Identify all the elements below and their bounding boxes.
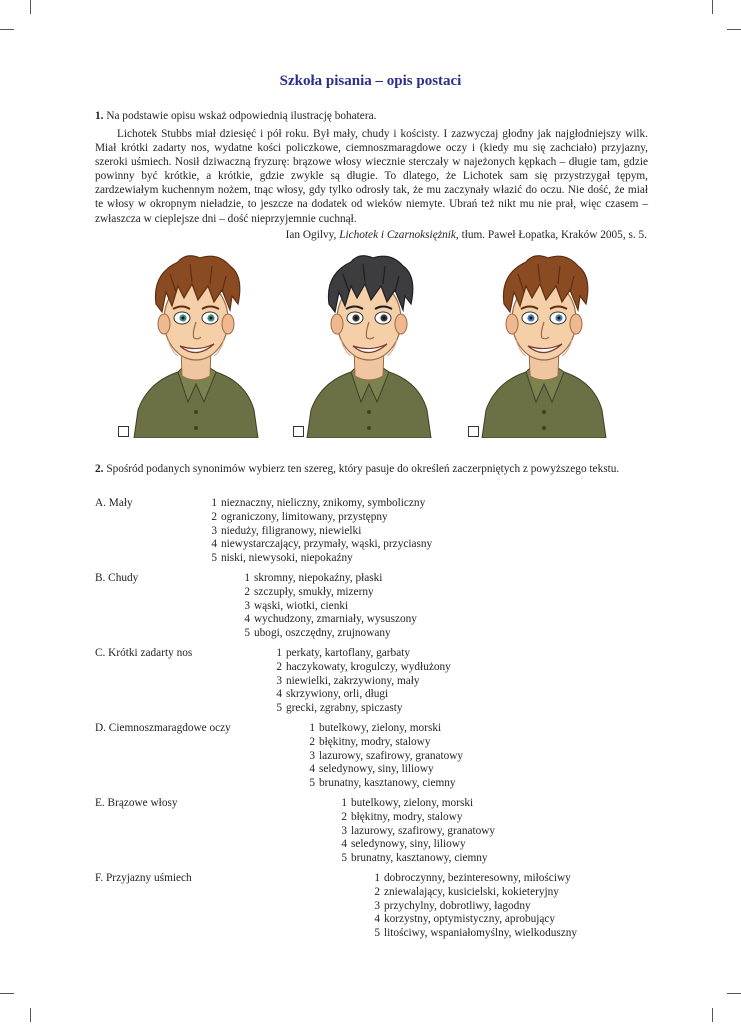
synonym-option-text: butelkowy, zielony, morski [351, 797, 474, 809]
synonym-option-text: korzystny, optymistyczny, aprobujący [384, 913, 556, 926]
synonym-option-number: 3 [244, 599, 250, 612]
crop-mark [0, 993, 14, 994]
synonym-option-text: brunatny, kasztanowy, ciemny [351, 852, 488, 865]
citation-details: , tłum. Paweł Łopatka, Kraków 2005, s. 5. [455, 229, 647, 241]
synonym-option-number: 4 [374, 913, 380, 926]
crop-mark [727, 993, 741, 994]
synonym-option-number: 4 [341, 838, 347, 851]
reading-passage: Lichotek Stubbs miał dziesięć i pół roku. Był mały, chudy i kościsty. I zazwyczaj głodny jak najgłodniejszy wilk. Miał krótki zadarty nos, wydatne kości policzkowe, ciemnoszmaragdowe oczy i (kiedy mu się zachciało) przyjazny, szeroki uśmiech. Nosił dziwaczną fryzurę: brązowe włosy wiecznie sterczały w najeżonych kępkach – długie tam, gdzie powinny być krótkie, a krótkie, gdzie zwykle są długie. To dlatego, że Lichotek sam się przystrzygał tępym, zardzewiałym kuchennym nożem, tnąc włosy, gdy tylko odrosły tak, że mu zaczynały włazić do oczu. Nie dość, że miał te włosy w okropnym nieładzie, to jeszcze na dodatek od wieków niemyte. Ubrań też nikt mu nie prał, więc czasem – zwłaszcza w cieplejsze dni – dość nieprzyjemnie cuchnął. [95, 128, 648, 225]
crop-mark [0, 29, 14, 30]
portrait-option-1 [126, 252, 266, 438]
crop-mark [712, 1008, 713, 1022]
synonym-option-text: wychudzony, zmarniały, wysuszony [254, 613, 417, 626]
synonym-option-number: 5 [244, 627, 250, 640]
synonym-option-number: 1 [276, 647, 282, 659]
citation-title: Lichotek i Czarnoksiężnik [339, 229, 456, 241]
synonym-option-text: ograniczony, limitowany, przystępny [221, 510, 388, 523]
synonym-group-label: E. Brązowe włosy [95, 797, 178, 809]
synonym-option-number: 4 [309, 763, 315, 776]
synonym-option-text: ubogi, oszczędny, zrujnowany [254, 627, 391, 640]
synonym-option-number: 1 [341, 797, 347, 809]
synonym-option-number: 5 [309, 777, 315, 790]
crop-mark [30, 0, 31, 14]
synonym-option-number: 4 [244, 613, 250, 626]
synonym-option-number: 1 [309, 722, 315, 734]
synonym-option-number: 2 [374, 885, 380, 898]
crop-mark [727, 29, 741, 30]
synonym-option-number: 1 [374, 872, 380, 884]
synonym-option-text: niski, niewysoki, niepokaźny [221, 552, 353, 565]
synonym-option-text: grecki, zgrabny, spiczasty [286, 702, 403, 715]
synonym-group-label: B. Chudy [95, 572, 139, 584]
synonym-option-number: 2 [309, 735, 315, 748]
synonym-option-text: dobroczynny, bezinteresowny, miłościwy [384, 872, 571, 884]
synonym-option-text: lazurowy, szafirowy, granatowy [351, 824, 496, 837]
answer-checkbox-3[interactable] [468, 426, 479, 437]
synonym-option-text: niewystarczający, przymały, wąski, przyciasny [221, 538, 433, 551]
synonym-option-number: 5 [276, 702, 282, 715]
synonym-option-text: błękitny, modry, stalowy [351, 810, 463, 823]
synonym-option-text: przychylny, dobrotliwy, łagodny [384, 899, 531, 912]
citation [286, 228, 647, 242]
synonym-option-text: perkaty, kartoflany, garbaty [286, 647, 411, 659]
synonym-group-label: D. Ciemnoszmaragdowe oczy [95, 722, 231, 734]
exercise-2-instruction [95, 462, 650, 476]
synonym-option-number: 4 [211, 538, 217, 551]
synonym-option-text: skrzywiony, orli, długi [286, 688, 389, 701]
synonym-option-text: lazurowy, szafirowy, granatowy [319, 749, 464, 762]
exercise-text: Spośród podanych synonimów wybierz ten szereg, który pasuje do określeń zaczerpniętych z powyższego tekstu. [106, 463, 620, 475]
portrait-option-3 [474, 252, 614, 438]
synonym-option-text: nieznaczny, nieliczny, znikomy, symboliczny [221, 497, 426, 509]
synonym-option-text: seledynowy, siny, liliowy [351, 838, 466, 851]
synonym-option-number: 2 [276, 660, 282, 673]
answer-checkbox-2[interactable] [293, 426, 304, 437]
synonym-option-number: 3 [276, 674, 282, 687]
synonym-option-text: seledynowy, siny, liliowy [319, 763, 434, 776]
portrait-option-2 [299, 252, 439, 438]
crop-mark [30, 1008, 31, 1022]
synonym-option-number: 3 [374, 899, 380, 912]
synonym-option-number: 4 [276, 688, 282, 701]
synonym-option-text: zniewalający, kusicielski, kokieteryjny [384, 885, 559, 898]
synonym-option-number: 5 [211, 552, 217, 565]
synonym-option-text: niewielki, zakrzywiony, mały [286, 674, 420, 687]
synonym-option-number: 1 [211, 497, 217, 509]
synonym-option-number: 2 [244, 585, 250, 598]
synonym-option-text: butelkowy, zielony, morski [319, 722, 442, 734]
exercise-1-instruction [95, 109, 650, 123]
synonym-option-number: 5 [341, 852, 347, 865]
synonym-option-number: 3 [211, 524, 217, 537]
synonym-option-text: błękitny, modry, stalowy [319, 735, 431, 748]
synonym-option-number: 1 [244, 572, 250, 584]
synonym-option-text: nieduży, filigranowy, niewielki [221, 524, 362, 537]
synonym-option-text: wąski, wiotki, cienki [254, 599, 349, 612]
synonym-option-text: szczupły, smukły, mizerny [254, 585, 374, 598]
crop-mark [712, 0, 713, 14]
answer-checkbox-1[interactable] [118, 426, 129, 437]
synonym-option-text: skromny, niepokaźny, płaski [254, 572, 383, 584]
citation-author: Ian Ogilvy, [285, 229, 340, 241]
exercise-number: 1. [95, 110, 104, 122]
page-title: Szkoła pisania – opis postaci [279, 73, 462, 89]
synonym-option-number: 3 [341, 824, 347, 837]
synonym-option-number: 5 [374, 927, 380, 940]
synonym-group-label: A. Mały [95, 497, 133, 509]
synonym-group-label: C. Krótki zadarty nos [95, 647, 193, 659]
synonym-option-number: 2 [211, 510, 217, 523]
synonym-option-number: 3 [309, 749, 315, 762]
synonym-option-text: litościwy, wspaniałomyślny, wielkoduszny [384, 927, 578, 940]
synonym-option-number: 2 [341, 810, 347, 823]
synonym-group-label: F. Przyjazny uśmiech [95, 872, 192, 884]
synonym-option-text: brunatny, kasztanowy, ciemny [319, 777, 456, 790]
exercise-text: Na podstawie opisu wskaż odpowiednią ilustrację bohatera. [106, 110, 377, 122]
synonym-option-text: haczykowaty, krogulczy, wydłużony [286, 660, 451, 673]
exercise-number: 2. [95, 463, 104, 475]
